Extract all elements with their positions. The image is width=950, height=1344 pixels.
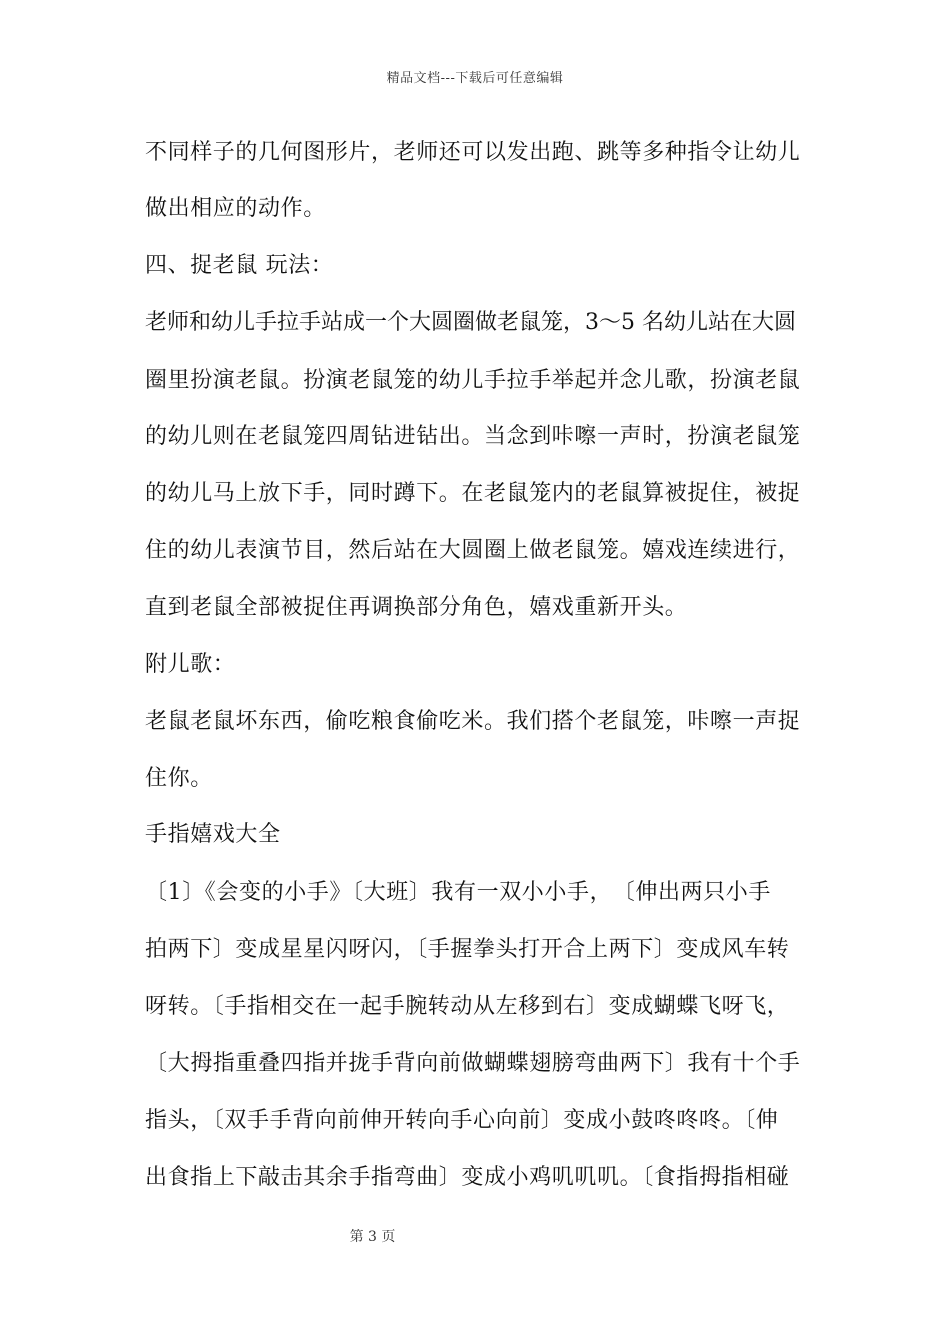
body-line-5: 圈里扮演老鼠。扮演老鼠笼的幼儿手拉手举起并念儿歌，扮演老鼠 [145,368,801,393]
body-line-1: 不同样子的几何图形片，老师还可以发出跑、跳等多种指令让幼儿 [145,140,801,165]
body-line-11: 老鼠老鼠坏东西，偷吃粮食偷吃米。我们搭个老鼠笼，咔嚓一声捉 [145,709,801,734]
body-line-13: 手指嬉戏大全 [145,822,281,847]
body-line-8: 住的幼儿表演节目，然后站在大圆圈上做老鼠笼。嬉戏连续进行， [145,538,801,563]
page-header: 精品文档---下载后可任意编辑 [386,71,564,86]
body-line-18: 指头，〔双手手背向前伸开转向手心向前〕变成小鼓咚咚咚。〔伸 [145,1108,779,1133]
body-line-17: 〔大拇指重叠四指并拢手背向前做蝴蝶翅膀弯曲两下〕我有十个手 [145,1051,801,1076]
body-line-2: 做出相应的动作。 [145,196,326,221]
body-line-14: 〔1〕《会变的小手》〔大班〕我有一双小小手， 〔伸出两只小手 [145,880,771,905]
body-line-7: 的幼儿马上放下手，同时蹲下。在老鼠笼内的老鼠算被捉住，被捉 [145,481,801,506]
body-line-9: 直到老鼠全部被捉住再调换部分角色，嬉戏重新开头。 [145,595,688,620]
body-line-12: 住你。 [145,766,213,791]
body-line-16: 呀转。〔手指相交在一起手腕转动从左移到右〕变成蝴蝶飞呀飞， [145,994,790,1019]
body-line-4: 老师和幼儿手拉手站成一个大圆圈做老鼠笼，3～5 名幼儿站在大圆 [145,310,796,335]
page-number: 第 3 页 [349,1229,396,1245]
body-line-3: 四、捉老鼠 玩法： [145,253,334,278]
body-line-6: 的幼儿则在老鼠笼四周钻进钻出。当念到咔嚓一声时，扮演老鼠笼 [145,424,801,449]
body-line-15: 拍两下〕变成星星闪呀闪，〔手握拳头打开合上两下〕变成风车转 [145,937,790,962]
body-line-19: 出食指上下敲击其余手指弯曲〕变成小鸡叽叽叽。〔食指拇指相碰 [145,1165,790,1190]
body-line-10: 附儿歌： [145,652,236,677]
